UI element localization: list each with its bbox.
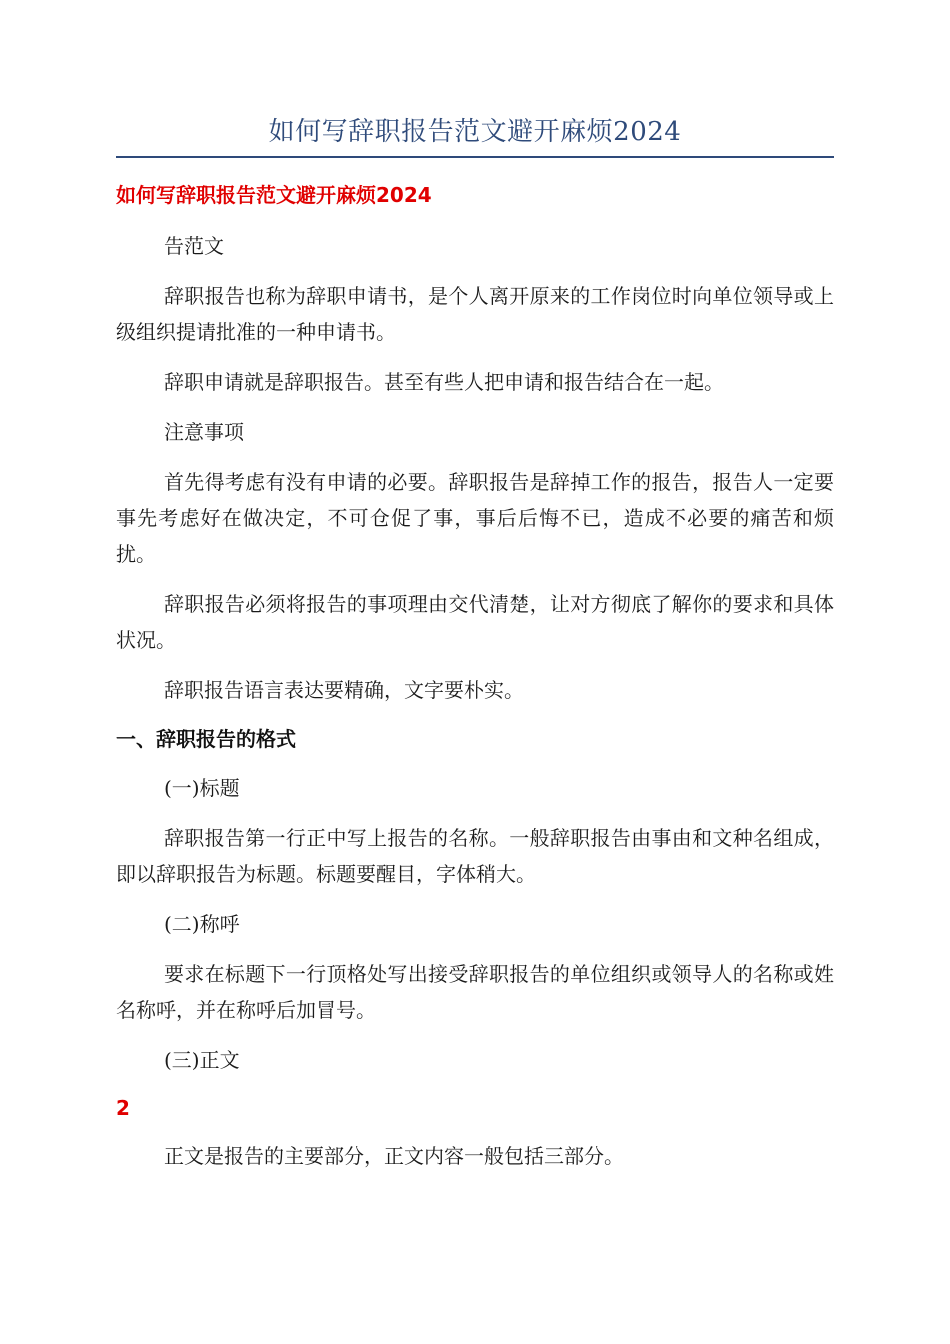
running-header xyxy=(116,112,834,158)
document-title: 如何写辞职报告范文避开麻烦2024 xyxy=(116,183,432,207)
paragraph: 辞职报告必须将报告的事项理由交代清楚，让对方彻底了解你的要求和具体状况。 xyxy=(116,592,834,652)
document-body xyxy=(116,180,834,1188)
paragraph: (一)标题 xyxy=(164,776,240,800)
section-heading: 一、辞职报告的格式 xyxy=(116,727,296,751)
paragraph: 告范文 xyxy=(164,234,224,258)
paragraph: 正文是报告的主要部分，正文内容一般包括三部分。 xyxy=(164,1144,624,1168)
paragraph: 辞职报告也称为辞职申请书，是个人离开原来的工作岗位时向单位领导或上级组织提请批准的一种申请书。 xyxy=(116,284,834,344)
paragraph: 要求在标题下一行顶格处写出接受辞职报告的单位组织或领导人的名称或姓名称呼，并在称呼后加冒号。 xyxy=(116,962,834,1022)
paragraph: 注意事项 xyxy=(164,420,244,444)
page-number: 2 xyxy=(116,1096,130,1120)
running-header-title: 如何写辞职报告范文避开麻烦2024 xyxy=(268,117,682,147)
paragraph: 辞职报告语言表达要精确，文字要朴实。 xyxy=(164,678,524,702)
paragraph: 辞职报告第一行正中写上报告的名称。一般辞职报告由事由和文种名组成，即以辞职报告为标题。标题要醒目，字体稍大。 xyxy=(116,826,834,886)
paragraph: (二)称呼 xyxy=(164,912,240,936)
paragraph: (三)正文 xyxy=(164,1048,240,1072)
paragraph: 首先得考虑有没有申请的必要。辞职报告是辞掉工作的报告，报告人一定要事先考虑好在做决定，不可仓促了事，事后后悔不已，造成不必要的痛苦和烦扰。 xyxy=(116,470,834,566)
paragraph: 辞职申请就是辞职报告。甚至有些人把申请和报告结合在一起。 xyxy=(164,370,724,394)
